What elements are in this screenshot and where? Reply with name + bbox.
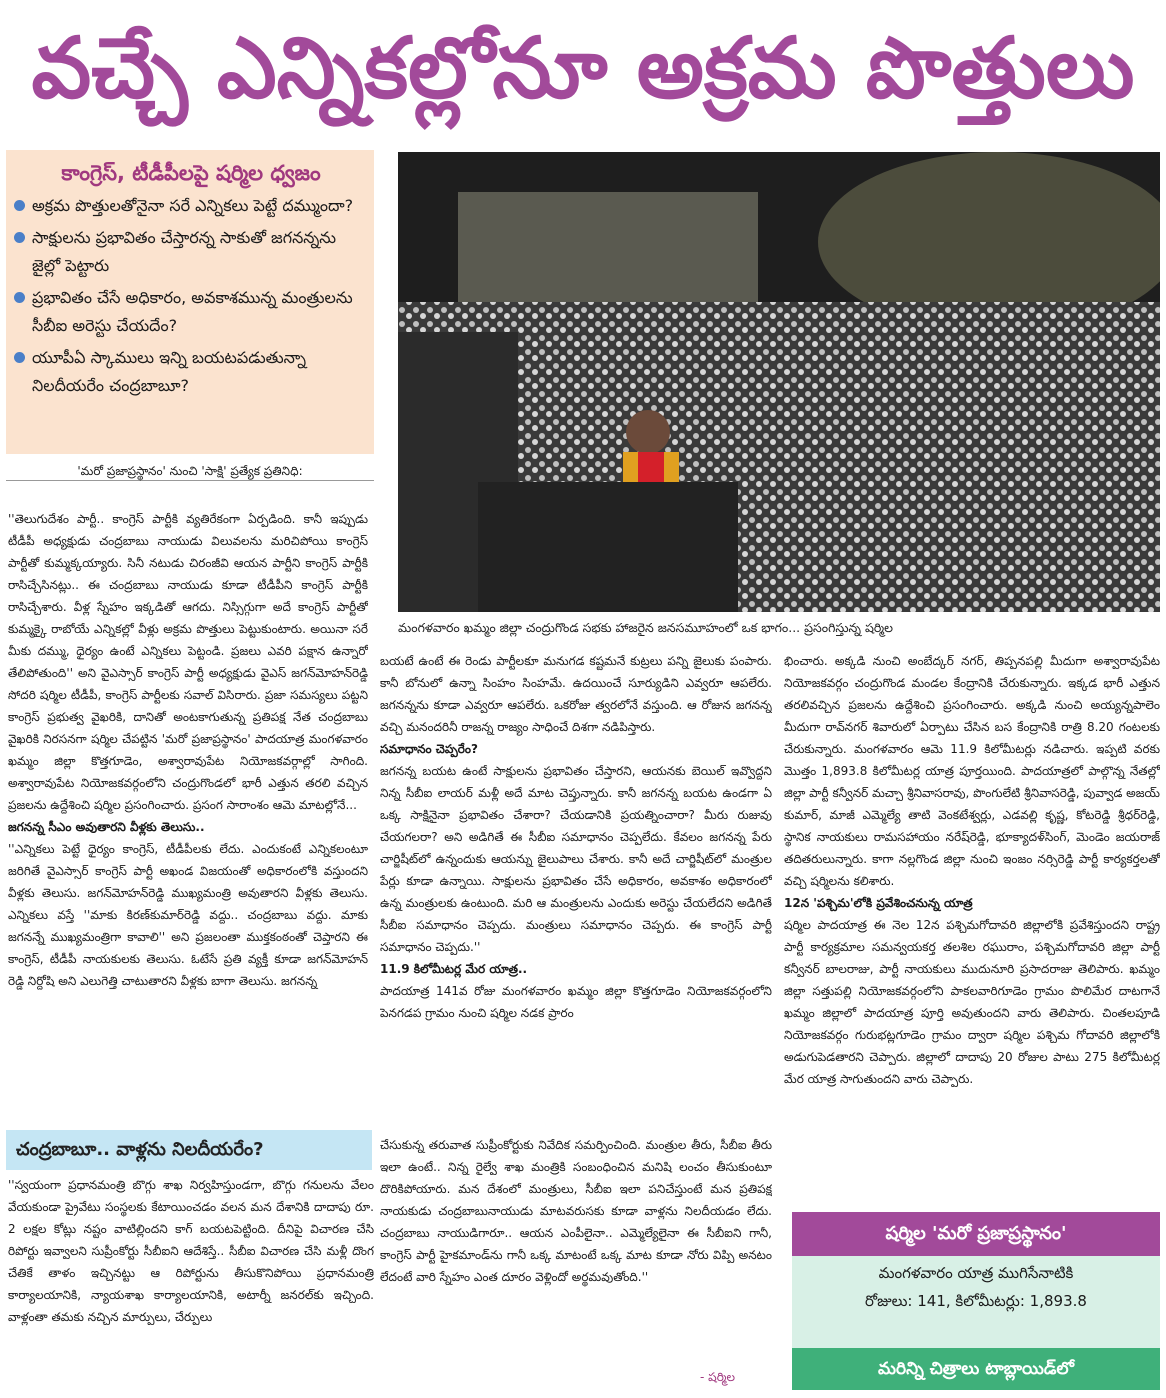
- quote-box-text-right: చేసుకున్న తరువాత సుప్రీంకోర్టుకు నివేదిక సమర్పించింది. మంత్రుల తీరు, సీబీఐ తీరు ఇలా ఉంటే.. నిన్న రైల్వే శాఖ మంత్రికి సంబంధించిన మనిషి లంచం తీసుకుంటూ దొరికిపోయారు. మన దేశంలో మంత్రులు, సీబీఐ ఇలా పనిచేస్తుంటే మన ప్రతిపక్ష నాయకుడు చంద్రబాబునాయుడు మాటవరుసకు కూడా వాళ్లను నిలదీయడం లేదు. చంద్రబాబు నాయుడిగారూ.. ఆయన ఎంపీలైనా.. ఎమ్మెల్యేలైనా ఈ సీబీఐని గానీ, కాంగ్రెస్ పార్టీ హైకమాండ్‌ను గానీ ఒక్క మాటంటే ఒక్క మాట కూడా నోరు విప్పి అనటం లేదంటే వారి స్నేహం ఎంత దూరం వెళ్లిందో అర్థమవుతోంది.'': [380, 1138, 772, 1284]
- quote-box-title: చంద్రబాబూ.. వాళ్లను నిలదీయరేం?: [6, 1130, 372, 1170]
- subheading: జగనన్న సీఎం అవుతారని వీళ్లకు తెలుసు..: [8, 820, 205, 834]
- paragraph: షర్మిల పాదయాత్ర ఈ నెల 12న పశ్చిమగోదావరి జిల్లాలోకి ప్రవేశిస్తుందని రాష్ట్ర పార్టీ కార్యక్రమాల సమన్వయకర్త తలశిల రఘురాం, పశ్చిమగోదావరి జిల్లా పార్టీ కన్వీనర్ బాలరాజు, పార్టీ నాయకులు ముదునూరి ప్రసాదరాజు తెలిపారు. ఖమ్మం జిల్లా సత్తుపల్లి నియోజకవర్గంలోని పాకలవారిగూడెం గ్రామం పొలిమేర దాటగానే ఖమ్మం జిల్లాలో పాదయాత్ర పూర్తి అవుతుందని వారు తెలిపారు. చింతలపూడి నియోజకవర్గం గురుభట్లగూడెం గ్రామం ద్వారా షర్మిల పశ్చిమ గోదావరి జిల్లాలోకి అడుగుపెడతారని చెప్పారు. జిల్లాలో దాదాపు 20 రోజుల పాటు 275 కిలోమీటర్ల మేర యాత్ర సాగుతుందని వారు చెప్పారు.: [784, 918, 1160, 1086]
- crowd-photo-illustration: [398, 152, 1160, 612]
- stats-footer: మరిన్ని చిత్రాలు టాబ్లాయిడ్‌లో: [792, 1348, 1160, 1390]
- highlight-item: అక్రమ పొత్తులతోనైనా సరే ఎన్నికలు పెట్టే దమ్ముందా?: [14, 192, 368, 220]
- stats-box: [792, 1212, 1160, 1390]
- headline: వచ్చే ఎన్నికల్లోనూ అక్రమ పొత్తులు: [31, 19, 1135, 117]
- paragraph: బయటే ఉంటే ఈ రెండు పార్టీలకూ మనుగడ కష్టమనే కుట్రలు పన్ని జైలుకు పంపారు. కానీ బోనులో ఉన్నా సింహం సింహమే. ఉదయించే సూర్యుడిని ఎవ్వరూ ఆపలేరు. జగనన్నను కూడా ఎవ్వరూ ఆపలేరు. ఒకరోజు త్వరలోనే వస్తుంది. ఆ రోజున జగనన్న వచ్చి మనందరినీ రాజన్న రాజ్యం సాధించే దిశగా నడిపిస్తారు.: [380, 654, 772, 734]
- stats-line-1: మంగళవారం యాత్ర ముగిసేనాటికి: [878, 1264, 1074, 1282]
- stats-title: షర్మిల 'మరో ప్రజాప్రస్థానం': [792, 1212, 1160, 1256]
- bullet-icon: [14, 352, 25, 363]
- article-column-3: [784, 650, 1160, 1206]
- paragraph: భించారు. అక్కడి నుంచి అంబేద్కర్ నగర్, తిప్పనపల్లి మీదుగా అశ్వారావుపేట నియోజకవర్గం చంద్రుగొండ మండల కేంద్రానికి చేరుకున్నారు. ఇక్కడ భారీ ఎత్తున తరలివచ్చిన ప్రజలను ఉద్దేశించి ప్రసంగించారు. అక్కడి నుంచి అయ్యన్నపాలెం మీదుగా రావ్‌నగర్ శివారులో ఏర్పాటు చేసిన బస కేంద్రానికి రాత్రి 8.20 గంటలకు చేరుకున్నారు. మంగళవారం ఆమె 11.9 కిలోమీటర్లు నడిచారు. ఇప్పటి వరకు మొత్తం 1,893.8 కిలోమీటర్ల యాత్ర పూర్తయింది. పాదయాత్రలో పాల్గొన్న నేతల్లో జిల్లా పార్టీ కన్వీనర్ మచ్చా శ్రీనివాసరావు, పొంగులేటి శ్రీనివాసరెడ్డి, పువ్వాడ అజయ్ కుమార్, మాజీ ఎమ్మెల్యే తాటి వెంకటేశ్వర్లు, ఎడవల్లి కృష్ణ, కోటరెడ్డి శ్రీధర్‌రెడ్డి, స్థానిక నాయకులు రామసహాయం నరేష్‌రెడ్డి, భూక్యాదళ్‌సింగ్, మెండెం జయరాజ్ తదితరులున్నారు. కాగా నల్లగొండ జిల్లా నుంచి ఇంజం నర్సిరెడ్డి పార్టీ కార్యకర్తలతో వచ్చి షర్మిలను కలిశారు.: [784, 654, 1160, 888]
- article-column-2: [380, 650, 772, 1130]
- rally-photo: [398, 152, 1160, 612]
- bullet-icon: [14, 200, 25, 211]
- paragraph: ''ఎన్నికలు పెట్టే ధైర్యం కాంగ్రెస్, టీడీపీలకు లేదు. ఎందుకంటే ఎన్నికలంటూ జరిగితే వైఎస్సార్ కాంగ్రెస్ పార్టీ అఖండ విజయంతో అధికారంలోకి వస్తుందని వీళ్లకు తెలుసు. జగన్‌మోహన్‌రెడ్డి ముఖ్యమంత్రి అవుతారని వీళ్లకు తెలుసు. ఎన్నికలు వస్తే ''మాకు కిరణ్‌కుమార్‌రెడ్డి వద్దు.. చంద్రబాబు వద్దు. మాకు జగనన్నే ముఖ్యమంత్రిగా కావాలి'' అని ప్రజలంతా ముక్తకంఠంతో చెప్తారని ఈ కాంగ్రెస్, టీడీపీ నాయకులకు తెలుసు. ఓటేసే ప్రతి వ్యక్తీ కూడా జగన్‌మోహన్ రెడ్డి నిర్దోషి అని ఎలుగెత్తి చాటుతారని వీళ్లకు బాగా తెలుసు. జగనన్న: [8, 842, 368, 988]
- subheading: 11.9 కిలోమీటర్ల మేర యాత్ర..: [380, 962, 528, 976]
- subheading: 12న 'పశ్చిమ'లోకి ప్రవేశించనున్న యాత్ర: [784, 896, 973, 910]
- quote-box-text-left: ''స్వయంగా ప్రధానమంత్రి బొగ్గు శాఖ నిర్వహిస్తుండగా, బొగ్గు గనులను వేలం వేయకుండా ప్రైవేటు సంస్థలకు కేటాయించడం వలన మన దేశానికి దాదాపు రూ. 2 లక్షల కోట్లు నష్టం వాటిల్లిందని కాగ్ బయటపెట్టింది. దీనిపై విచారణ చేసి రిపోర్టు ఇవ్వాలని సుప్రీంకోర్టు సీబీఐని ఆదేశిస్తే.. సీబీఐ విచారణ చేసి మళ్లీ దొంగ చేతికే తాళం ఇచ్చినట్టు ఆ రిపోర్టును తీసుకొనిపోయి ప్రధానమంత్రి కార్యాలయానికి, న్యాయశాఖ కార్యాలయానికి, అటార్నీ జనరల్‌కు ఇచ్చింది. వాళ్లంతా తమకు నచ్చిన మార్పులు, చేర్పులు: [8, 1178, 374, 1324]
- highlight-item: సాక్షులను ప్రభావితం చేస్తారన్న సాకుతో జగనన్నను జైల్లో పెట్టారు: [14, 224, 368, 280]
- bullet-icon: [14, 292, 25, 303]
- photo-caption: మంగళవారం ఖమ్మం జిల్లా చంద్రుగొండ సభకు హాజరైన జనసమూహంలో ఒక భాగం... ప్రసంగిస్తున్న షర్మిల: [398, 620, 893, 635]
- paragraph: ''తెలుగుదేశం పార్టీ.. కాంగ్రెస్ పార్టీకి వ్యతిరేకంగా ఏర్పడింది. కానీ ఇప్పుడు టీడీపీ అధ్యక్షుడు చంద్రబాబు నాయుడు విలువలను మరిచిపోయి కాంగ్రెస్ పార్టీతో కుమ్మక్కయ్యారు. సినీ నటుడు చిరంజీవి ఆయన పార్టీని కాంగ్రెస్ పార్టీకి రాసిచ్చేసినట్లు.. ఈ చంద్రబాబు నాయుడు కూడా టీడీపీని కాంగ్రెస్ పార్టీకి రాసిచ్చేశారు. వీళ్ల స్నేహం ఇక్కడితో ఆగదు. నిస్సిగ్గుగా అదే కాంగ్రెస్ పార్టీతో కుమ్మక్కై రాబోయే ఎన్నికల్లో వీళ్లు అక్రమ పొత్తులు పెట్టుకుంటారు. అయినా సరే మీకు దమ్ము, ధైర్యం ఉంటే ఎన్నికలు పెట్టండి. ప్రజలు ఎవరి పక్షాన ఉన్నారో తేలిపోతుంది'' అని వైఎస్సార్ కాంగ్రెస్ పార్టీ అధ్యక్షుడు వైఎస్ జగన్‌మోహన్‌రెడ్డి సోదరి షర్మిల టీడీపీ, కాంగ్రెస్ పార్టీలకు సవాల్ విసిరారు. ప్రజా సమస్యలు పట్టని కాంగ్రెస్ ప్రభుత్వ వైఖరికి, దానితో అంటకాగుతున్న ప్రతిపక్ష నేత చంద్రబాబు వైఖరికి నిరసనగా షర్మిల చేపట్టిన 'మరో ప్రజాప్రస్థానం' పాదయాత్ర మంగళవారం ఖమ్మం జిల్లా కొత్తగూడెం, అశ్వారావుపేట నియోజకవర్గాల్లో సాగింది. అశ్వారావుపేట నియోజకవర్గంలోని చంద్రుగొండలో భారీ ఎత్తున తరలి వచ్చిన ప్రజలను ఉద్దేశించి షర్మిల ప్రసంగించారు. ప్రసంగ సారాంశం ఆమె మాటల్లోనే...: [8, 512, 368, 812]
- quote-signature: - షర్మిల: [700, 1370, 735, 1384]
- highlights-list: [14, 192, 368, 400]
- stats-line-2: రోజులు: 141, కిలోమీటర్లు: 1,893.8: [865, 1292, 1087, 1310]
- highlights-box: [6, 150, 374, 454]
- byline: 'మరో ప్రజాప్రస్థానం' నుంచి 'సాక్షి' ప్రత్యేక ప్రతినిధి:: [6, 462, 374, 481]
- subheading: సమాధానం చెప్పరేం?: [380, 742, 478, 756]
- highlight-item: యూపీఏ స్కాములు ఇన్ని బయటపడుతున్నా నిలదీయరేం చంద్రబాబూ?: [14, 344, 368, 400]
- bullet-icon: [14, 232, 25, 243]
- article-column-1: [8, 508, 368, 1128]
- highlights-title: కాంగ్రెస్, టీడీపీలపై షర్మిల ధ్వజం: [61, 161, 321, 185]
- highlight-item: ప్రభావితం చేసే అధికారం, అవకాశమున్న మంత్రులను సీబీఐ అరెస్టు చేయదేం?: [14, 284, 368, 340]
- paragraph: పాదయాత్ర 141వ రోజు మంగళవారం ఖమ్మం జిల్లా కొత్తగూడెం నియోజకవర్గంలోని పెనగడప గ్రామం నుంచి షర్మిల నడక ప్రారం: [380, 984, 772, 1020]
- paragraph: జగనన్న బయట ఉంటే సాక్షులను ప్రభావితం చేస్తారని, ఆయనకు బెయిల్ ఇవ్వొద్దని నిన్న సీబీఐ లాయర్ మళ్లీ అదే మాట చెప్తున్నారు. కానీ జగనన్న బయట ఉండగా ఏ ఒక్క సాక్షినైనా ప్రభావితం చేశారా? చేయడానికి ప్రయత్నించారా? మీరు రుజువు చేయగలరా? అని అడిగితే ఈ సీబీఐ సమాధానం చెప్పలేదు. కేవలం జగనన్న పేరు చార్జిషీట్‌లో ఉన్నందుకు ఆయన్ను జైలుపాలు చేశారు. కానీ అదే చార్జిషీట్‌లో మంత్రుల పేర్లు కూడా ఉన్నాయి. సాక్షులను ప్రభావితం చేసే అధికారం, అవకాశం అధికారంలో ఉన్న మంత్రులకు ఉంటుంది. మరి ఆ మంత్రులను ఎందుకు అరెస్టు చేయలేదని అడిగితే సీబీఐ సమాధానం చెప్పదు. మంత్రులు సమాధానం చెప్పరు. ఈ కాంగ్రెస్ పార్టీ సమాధానం చెప్పదు.'': [380, 764, 772, 954]
